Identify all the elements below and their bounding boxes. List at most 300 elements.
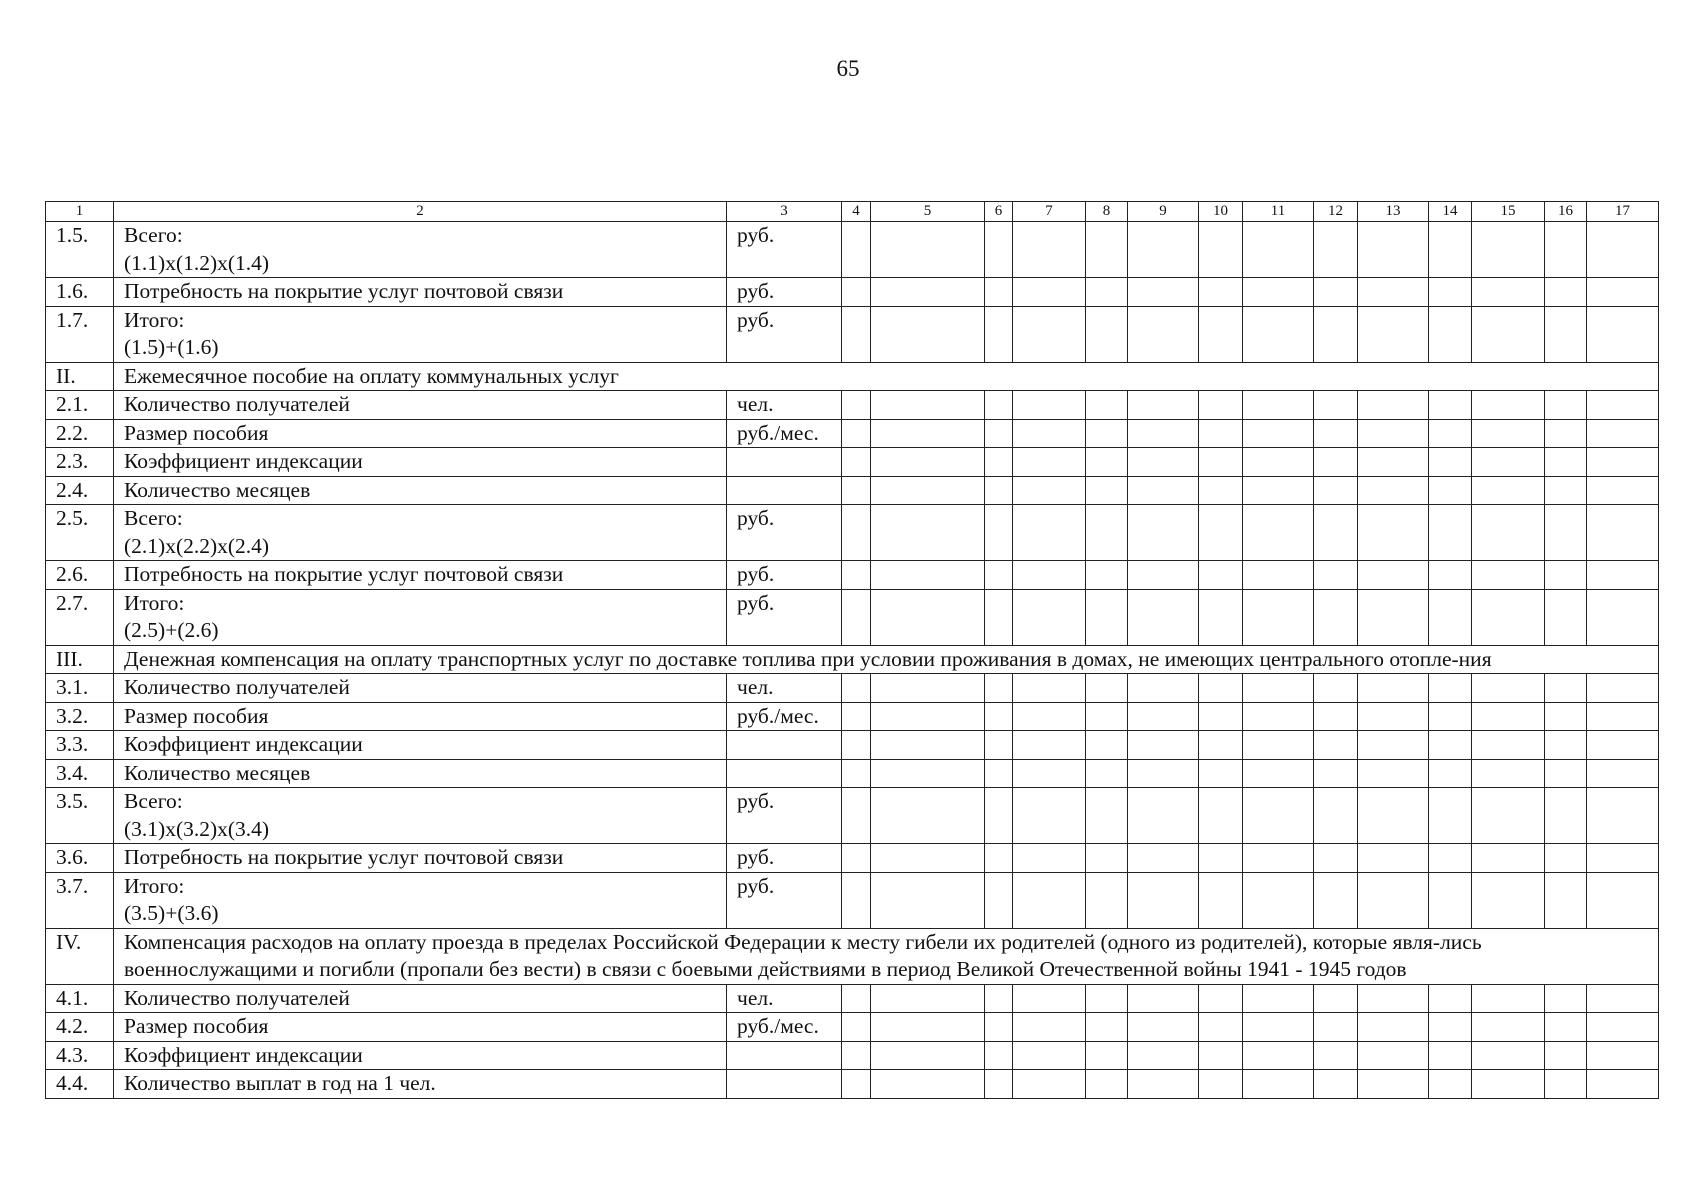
empty-cell [1545, 505, 1587, 561]
empty-cell [1358, 1070, 1429, 1099]
description-line: Размер пособия [124, 1014, 269, 1038]
empty-cell [1472, 1041, 1545, 1070]
empty-cell [1314, 759, 1358, 788]
empty-cell [985, 448, 1013, 477]
empty-cell [1358, 306, 1429, 362]
empty-cell [1086, 1013, 1128, 1042]
row-number: 4.3. [46, 1041, 114, 1070]
row-description [114, 872, 727, 928]
column-number: 2 [114, 202, 727, 222]
empty-cell [1429, 278, 1472, 307]
empty-cell [1587, 476, 1659, 505]
row-unit: руб. [727, 589, 842, 645]
empty-cell [1199, 872, 1243, 928]
description-line: (2.5)+(2.6) [124, 618, 219, 642]
empty-cell [871, 476, 985, 505]
row-description [114, 731, 727, 760]
row-description [114, 844, 727, 873]
empty-cell [842, 1013, 871, 1042]
empty-cell [871, 448, 985, 477]
empty-cell [1243, 674, 1314, 703]
empty-cell [1086, 391, 1128, 420]
empty-cell [1429, 448, 1472, 477]
empty-cell [871, 419, 985, 448]
empty-cell [1013, 589, 1086, 645]
budget-table [45, 201, 1659, 1099]
empty-cell [1013, 505, 1086, 561]
table-row [46, 731, 1659, 760]
empty-cell [1128, 222, 1199, 278]
row-number: 4.2. [46, 1013, 114, 1042]
empty-cell [1199, 1041, 1243, 1070]
empty-cell [1429, 844, 1472, 873]
empty-cell [1587, 561, 1659, 590]
empty-cell [1314, 505, 1358, 561]
empty-cell [1358, 278, 1429, 307]
empty-cell [1587, 1041, 1659, 1070]
column-number: 13 [1358, 202, 1429, 222]
empty-cell [871, 1070, 985, 1099]
column-number: 16 [1545, 202, 1587, 222]
empty-cell [1587, 702, 1659, 731]
empty-cell [1086, 788, 1128, 844]
row-description [114, 1041, 727, 1070]
empty-cell [1086, 448, 1128, 477]
empty-cell [1314, 731, 1358, 760]
empty-cell [1429, 505, 1472, 561]
empty-cell [871, 702, 985, 731]
empty-cell [1358, 222, 1429, 278]
empty-cell [1358, 872, 1429, 928]
empty-cell [985, 674, 1013, 703]
empty-cell [1545, 674, 1587, 703]
empty-cell [1314, 448, 1358, 477]
empty-cell [871, 1013, 985, 1042]
empty-cell [1128, 731, 1199, 760]
empty-cell [1545, 222, 1587, 278]
empty-cell [842, 674, 871, 703]
empty-cell [1128, 561, 1199, 590]
empty-cell [1013, 419, 1086, 448]
empty-cell [1199, 476, 1243, 505]
empty-cell [985, 505, 1013, 561]
empty-cell [1314, 702, 1358, 731]
empty-cell [1243, 759, 1314, 788]
empty-cell [1472, 278, 1545, 307]
empty-cell [1243, 306, 1314, 362]
table-row [46, 278, 1659, 307]
row-unit: руб. [727, 872, 842, 928]
empty-cell [1472, 674, 1545, 703]
table-row [46, 984, 1659, 1013]
empty-cell [871, 222, 985, 278]
empty-cell [1472, 391, 1545, 420]
empty-cell [1472, 984, 1545, 1013]
table-row [46, 1070, 1659, 1099]
empty-cell [1086, 1070, 1128, 1099]
empty-cell [1358, 419, 1429, 448]
empty-cell [1314, 1013, 1358, 1042]
empty-cell [1472, 589, 1545, 645]
row-description [114, 561, 727, 590]
row-unit: чел. [727, 391, 842, 420]
empty-cell [1243, 505, 1314, 561]
empty-cell [1128, 674, 1199, 703]
empty-cell [985, 731, 1013, 760]
description-line: Количество месяцев [124, 760, 311, 785]
empty-cell [1086, 306, 1128, 362]
empty-cell [1314, 278, 1358, 307]
empty-cell [1199, 589, 1243, 645]
empty-cell [871, 759, 985, 788]
empty-cell [1013, 222, 1086, 278]
empty-cell [1013, 306, 1086, 362]
table-row [46, 674, 1659, 703]
row-number: 2.5. [46, 505, 114, 561]
row-number: 3.3. [46, 731, 114, 760]
empty-cell [1545, 419, 1587, 448]
row-unit: руб. [727, 844, 842, 873]
empty-cell [985, 476, 1013, 505]
empty-cell [842, 1041, 871, 1070]
empty-cell [871, 306, 985, 362]
empty-cell [871, 589, 985, 645]
empty-cell [1429, 306, 1472, 362]
empty-cell [1358, 561, 1429, 590]
empty-cell [1243, 589, 1314, 645]
empty-cell [1243, 391, 1314, 420]
empty-cell [1587, 391, 1659, 420]
empty-cell [842, 278, 871, 307]
empty-cell [985, 278, 1013, 307]
empty-cell [1314, 419, 1358, 448]
empty-cell [842, 476, 871, 505]
empty-cell [1199, 391, 1243, 420]
empty-cell [871, 731, 985, 760]
empty-cell [1243, 788, 1314, 844]
empty-cell [1314, 1070, 1358, 1099]
empty-cell [1013, 1041, 1086, 1070]
empty-cell [1243, 278, 1314, 307]
empty-cell [1545, 448, 1587, 477]
empty-cell [1013, 702, 1086, 731]
description-line: Итого: [124, 307, 185, 332]
empty-cell [842, 306, 871, 362]
empty-cell [1199, 505, 1243, 561]
empty-cell [1314, 589, 1358, 645]
empty-cell [1358, 702, 1429, 731]
empty-cell [842, 419, 871, 448]
row-description [114, 674, 727, 703]
empty-cell [1013, 731, 1086, 760]
table-row [46, 505, 1659, 561]
empty-cell [842, 505, 871, 561]
empty-cell [1587, 788, 1659, 844]
empty-cell [1314, 788, 1358, 844]
empty-cell [1545, 561, 1587, 590]
empty-cell [1013, 448, 1086, 477]
empty-cell [1128, 872, 1199, 928]
table-row [46, 872, 1659, 928]
empty-cell [1472, 306, 1545, 362]
empty-cell [1587, 731, 1659, 760]
empty-cell [1199, 731, 1243, 760]
table-row [46, 476, 1659, 505]
empty-cell [1199, 448, 1243, 477]
empty-cell [1086, 1041, 1128, 1070]
table-row [46, 788, 1659, 844]
description-line: Потребность на покрытие услуг почтовой связи [124, 562, 564, 586]
empty-cell [1358, 759, 1429, 788]
row-number: 2.3. [46, 448, 114, 477]
description-line: (1.5)+(1.6) [124, 335, 219, 359]
description-line: Коэффициент индексации [124, 449, 363, 473]
empty-cell [1429, 561, 1472, 590]
empty-cell [1086, 278, 1128, 307]
empty-cell [1128, 1070, 1199, 1099]
row-description [114, 1013, 727, 1042]
row-description [114, 759, 727, 788]
empty-cell [985, 1013, 1013, 1042]
empty-cell [985, 222, 1013, 278]
empty-cell [1429, 788, 1472, 844]
description-line: Количество получателей [124, 985, 350, 1010]
empty-cell [1013, 788, 1086, 844]
empty-cell [985, 306, 1013, 362]
empty-cell [1472, 1013, 1545, 1042]
row-number: 3.7. [46, 872, 114, 928]
empty-cell [842, 1070, 871, 1099]
empty-cell [1472, 561, 1545, 590]
row-unit: руб. [727, 222, 842, 278]
empty-cell [985, 419, 1013, 448]
row-unit [727, 731, 842, 760]
row-number: 2.7. [46, 589, 114, 645]
empty-cell [1243, 1070, 1314, 1099]
section-row [46, 362, 1659, 391]
empty-cell [1128, 984, 1199, 1013]
description-line: Потребность на покрытие услуг почтовой связи [124, 279, 564, 303]
empty-cell [1199, 984, 1243, 1013]
row-description [114, 589, 727, 645]
description-line: Количество месяцев [124, 477, 311, 502]
empty-cell [1472, 844, 1545, 873]
empty-cell [1128, 1041, 1199, 1070]
empty-cell [1587, 306, 1659, 362]
empty-cell [1199, 702, 1243, 731]
empty-cell [1199, 1013, 1243, 1042]
empty-cell [1587, 505, 1659, 561]
empty-cell [1128, 476, 1199, 505]
empty-cell [985, 788, 1013, 844]
description-line: Количество получателей [124, 675, 350, 699]
empty-cell [1086, 702, 1128, 731]
empty-cell [1472, 731, 1545, 760]
empty-cell [1128, 448, 1199, 477]
empty-cell [1358, 505, 1429, 561]
empty-cell [1429, 702, 1472, 731]
empty-cell [1358, 476, 1429, 505]
empty-cell [871, 984, 985, 1013]
empty-cell [1545, 731, 1587, 760]
description-line: Коэффициент индексации [124, 1042, 363, 1067]
empty-cell [1358, 448, 1429, 477]
empty-cell [1545, 391, 1587, 420]
empty-cell [1013, 759, 1086, 788]
empty-cell [1472, 759, 1545, 788]
empty-cell [871, 391, 985, 420]
column-number: 17 [1587, 202, 1659, 222]
empty-cell [1013, 278, 1086, 307]
row-number: 2.2. [46, 419, 114, 448]
empty-cell [1358, 674, 1429, 703]
empty-cell [1429, 674, 1472, 703]
empty-cell [1013, 674, 1086, 703]
empty-cell [1199, 306, 1243, 362]
row-unit: чел. [727, 984, 842, 1013]
section-row [46, 928, 1659, 984]
empty-cell [1128, 391, 1199, 420]
empty-cell [842, 984, 871, 1013]
empty-cell [1243, 844, 1314, 873]
empty-cell [1472, 222, 1545, 278]
column-number: 7 [1013, 202, 1086, 222]
empty-cell [1199, 1070, 1243, 1099]
empty-cell [871, 674, 985, 703]
column-number: 14 [1429, 202, 1472, 222]
empty-cell [1128, 505, 1199, 561]
table-row [46, 1041, 1659, 1070]
empty-cell [1472, 419, 1545, 448]
row-number: III. [46, 645, 114, 674]
row-number: II. [46, 362, 114, 391]
table-body [46, 202, 1659, 1099]
column-number-row [46, 202, 1659, 222]
description-line: Всего: [124, 223, 183, 247]
description-line: Потребность на покрытие услуг почтовой связи [124, 845, 564, 869]
column-number: 12 [1314, 202, 1358, 222]
empty-cell [1545, 702, 1587, 731]
empty-cell [1587, 589, 1659, 645]
column-number: 6 [985, 202, 1013, 222]
row-unit [727, 1041, 842, 1070]
empty-cell [985, 872, 1013, 928]
empty-cell [1013, 561, 1086, 590]
table-row [46, 702, 1659, 731]
empty-cell [1013, 1070, 1086, 1099]
empty-cell [871, 788, 985, 844]
empty-cell [1587, 844, 1659, 873]
empty-cell [985, 1041, 1013, 1070]
empty-cell [1199, 278, 1243, 307]
description-line: Количество выплат в год на 1 чел. [124, 1071, 436, 1095]
description-line: (3.1)x(3.2)x(3.4) [124, 816, 270, 841]
empty-cell [1587, 419, 1659, 448]
empty-cell [842, 759, 871, 788]
empty-cell [985, 984, 1013, 1013]
empty-cell [1429, 1041, 1472, 1070]
empty-cell [1358, 788, 1429, 844]
row-number: 3.6. [46, 844, 114, 873]
row-description [114, 505, 727, 561]
empty-cell [1472, 1070, 1545, 1099]
empty-cell [1472, 476, 1545, 505]
empty-cell [1545, 306, 1587, 362]
empty-cell [842, 448, 871, 477]
empty-cell [1243, 1041, 1314, 1070]
empty-cell [1358, 1013, 1429, 1042]
description-line: Всего: [124, 506, 183, 530]
empty-cell [1472, 872, 1545, 928]
empty-cell [1429, 391, 1472, 420]
empty-cell [1243, 731, 1314, 760]
empty-cell [1013, 476, 1086, 505]
table-row [46, 1013, 1659, 1042]
row-number: 4.1. [46, 984, 114, 1013]
table-row [46, 419, 1659, 448]
empty-cell [1587, 872, 1659, 928]
empty-cell [1358, 984, 1429, 1013]
empty-cell [1545, 1013, 1587, 1042]
table-row [46, 759, 1659, 788]
empty-cell [1545, 1070, 1587, 1099]
page-number: 65 [836, 56, 860, 81]
row-description [114, 448, 727, 477]
empty-cell [1429, 731, 1472, 760]
empty-cell [1128, 759, 1199, 788]
row-unit [727, 759, 842, 788]
empty-cell [1314, 561, 1358, 590]
empty-cell [1429, 222, 1472, 278]
empty-cell [1086, 589, 1128, 645]
empty-cell [1128, 844, 1199, 873]
empty-cell [1472, 702, 1545, 731]
empty-cell [1086, 476, 1128, 505]
row-unit: руб. [727, 278, 842, 307]
table-row [46, 561, 1659, 590]
row-unit: чел. [727, 674, 842, 703]
row-number: 2.1. [46, 391, 114, 420]
empty-cell [985, 589, 1013, 645]
row-number: 2.6. [46, 561, 114, 590]
empty-cell [1429, 872, 1472, 928]
empty-cell [1314, 844, 1358, 873]
empty-cell [842, 589, 871, 645]
row-number: 1.5. [46, 222, 114, 278]
empty-cell [1013, 984, 1086, 1013]
table-row [46, 844, 1659, 873]
row-number: 3.5. [46, 788, 114, 844]
empty-cell [1545, 984, 1587, 1013]
column-number: 4 [842, 202, 871, 222]
empty-cell [871, 872, 985, 928]
empty-cell [1013, 1013, 1086, 1042]
empty-cell [1086, 844, 1128, 873]
empty-cell [1314, 674, 1358, 703]
empty-cell [1429, 419, 1472, 448]
empty-cell [1545, 589, 1587, 645]
empty-cell [842, 391, 871, 420]
row-number: 1.6. [46, 278, 114, 307]
empty-cell [1243, 1013, 1314, 1042]
empty-cell [871, 844, 985, 873]
empty-cell [985, 759, 1013, 788]
empty-cell [1199, 759, 1243, 788]
empty-cell [842, 872, 871, 928]
empty-cell [1587, 674, 1659, 703]
description-line: (3.5)+(3.6) [124, 901, 219, 925]
empty-cell [1243, 222, 1314, 278]
